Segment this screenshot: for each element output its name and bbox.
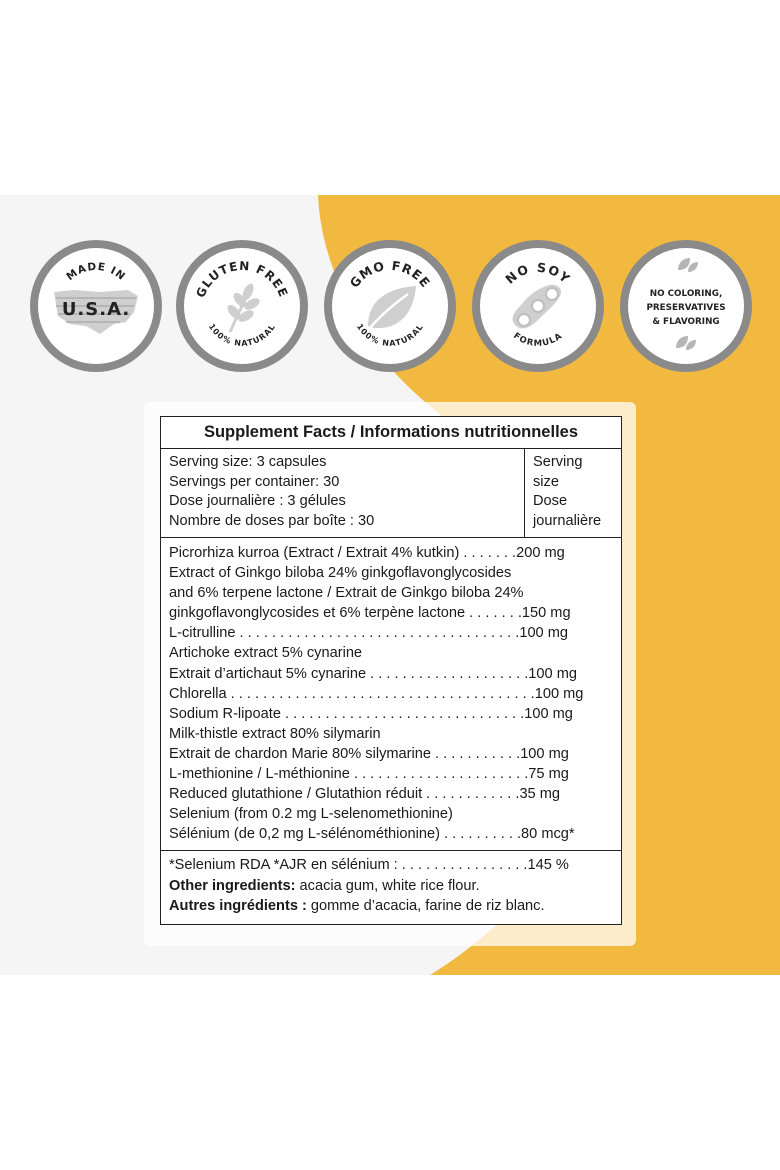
no-coloring-badge [620,240,752,372]
badge-top-text: NO SOY [502,259,574,287]
supplement-facts-panel [160,416,622,925]
ingredient-line: L-citrulline . . . . . . . . . . . . . . . . . . . . . . . . . . . . . . . . . . .100 mg [169,625,569,642]
ingredient-line: ginkgoflavonglycosides et 6% terpène lactone . . . . . . .150 mg [169,605,571,622]
made-in-usa-badge [30,240,162,372]
serving-header-line: journalière [533,512,602,529]
gmo-free-badge [324,240,456,372]
ingredient-line: Selenium (from 0.2 mg L-selenomethionine) [169,806,453,823]
ingredient-line: Reduced glutathione / Glutathion réduit . . . . . . . . . . . .35 mg [169,786,561,803]
svg-text:GMO FREE [347,258,434,291]
serving-line: Nombre de doses par boîte : 30 [169,512,375,529]
svg-text:NO SOY [502,260,573,287]
ingredient-line: L-methionine / L-méthionine . . . . . . . . . . . . . . . . . . . . . .75 mg [169,766,569,783]
soybean-icon [513,285,561,329]
serving-line: Servings per container: 30 [169,473,340,490]
badge-bottom-text: FORMULA [511,331,565,349]
svg-text:100% NATURAL [207,322,277,348]
ingredient-line: Chlorella . . . . . . . . . . . . . . . . . . . . . . . . . . . . . . . . . . . . . .100 mg [169,685,584,702]
serving-header-line: size [533,473,559,490]
ingredient-line: Extract of Ginkgo biloba 24% ginkgoflavonglycosides [169,565,512,582]
ingredient-line: Milk-thistle extract 80% silymarin [169,725,381,742]
badge-top-text: GMO FREE [346,257,434,291]
autres-ingredients [169,896,613,916]
serving-column-header [525,449,621,537]
ingredient-line: Sodium R-lipoate . . . . . . . . . . . . . . . . . . . . . . . . . . . . . .100 mg [169,705,573,722]
badge-line-2: PRESERVATIVES [646,303,726,313]
svg-text:GLUTEN FREE [193,259,290,300]
badge-bottom-text: 100% NATURAL [206,322,278,349]
ingredient-line: Sélénium (de 0,2 mg L-sélénométhionine) . . . . . . . . . .80 mcg* [169,826,575,843]
badge-line-3: & FLAVORING [652,317,720,327]
serving-header-line: Dose [533,493,568,509]
gluten-free-badge [176,240,308,372]
svg-text:FORMULA [511,331,564,349]
autres-ingredients-text: gomme d’acacia, farine de riz blanc. [306,897,545,914]
ingredient-line: and 6% terpene lactone / Extrait de Ginkgo biloba 24% [169,585,524,602]
badge-top-text: MADE IN [64,260,128,284]
badge-top-text: GLUTEN FREE [193,258,291,300]
leaves-icon-top [678,258,698,272]
ingredient-line: Extrait d’artichaut 5% cynarine . . . . . . . . . . . . . . . . . . . .100 mg [169,665,577,682]
badge-line-1: NO COLORING, [649,289,723,299]
ingredient-line: Artichoke extract 5% cynarine [169,645,363,662]
rda-line: *Selenium RDA *AJR en sélénium : . . . . . . . . . . . . . . . .145 % [169,857,569,874]
other-ingredients-text: acacia gum, white rice flour. [295,877,480,894]
ingredients-list [161,538,621,851]
ingredient-line: Picrorhiza kurroa (Extract / Extrait 4% kutkin) . . . . . . .200 mg [169,545,565,561]
badge-center-text: U.S.A. [61,299,131,320]
ingredient-line: Extrait de chardon Marie 80% silymarine . . . . . . . . . . .100 mg [169,745,569,762]
serving-line: Dose journalière : 3 gélules [169,493,346,509]
serving-header-line: Serving [533,454,583,470]
other-ingredients-label: Other ingredients: [169,877,296,894]
leaf-icon [368,286,416,330]
other-ingredients [169,876,613,896]
serving-section [161,449,621,538]
serving-line: Serving size: 3 capsules [169,454,327,470]
badge-bottom-text: 100% NATURAL [354,322,426,349]
leaves-icon-bottom [676,336,696,350]
facts-footer [161,851,621,923]
facts-title: Supplement Facts / Informations nutritionnelles [161,417,621,449]
svg-text:MADE IN [64,261,127,283]
no-soy-badge [472,240,604,372]
wheat-icon [226,283,261,332]
autres-ingredients-label: Autres ingrédients : [169,897,307,914]
serving-info [161,449,525,537]
